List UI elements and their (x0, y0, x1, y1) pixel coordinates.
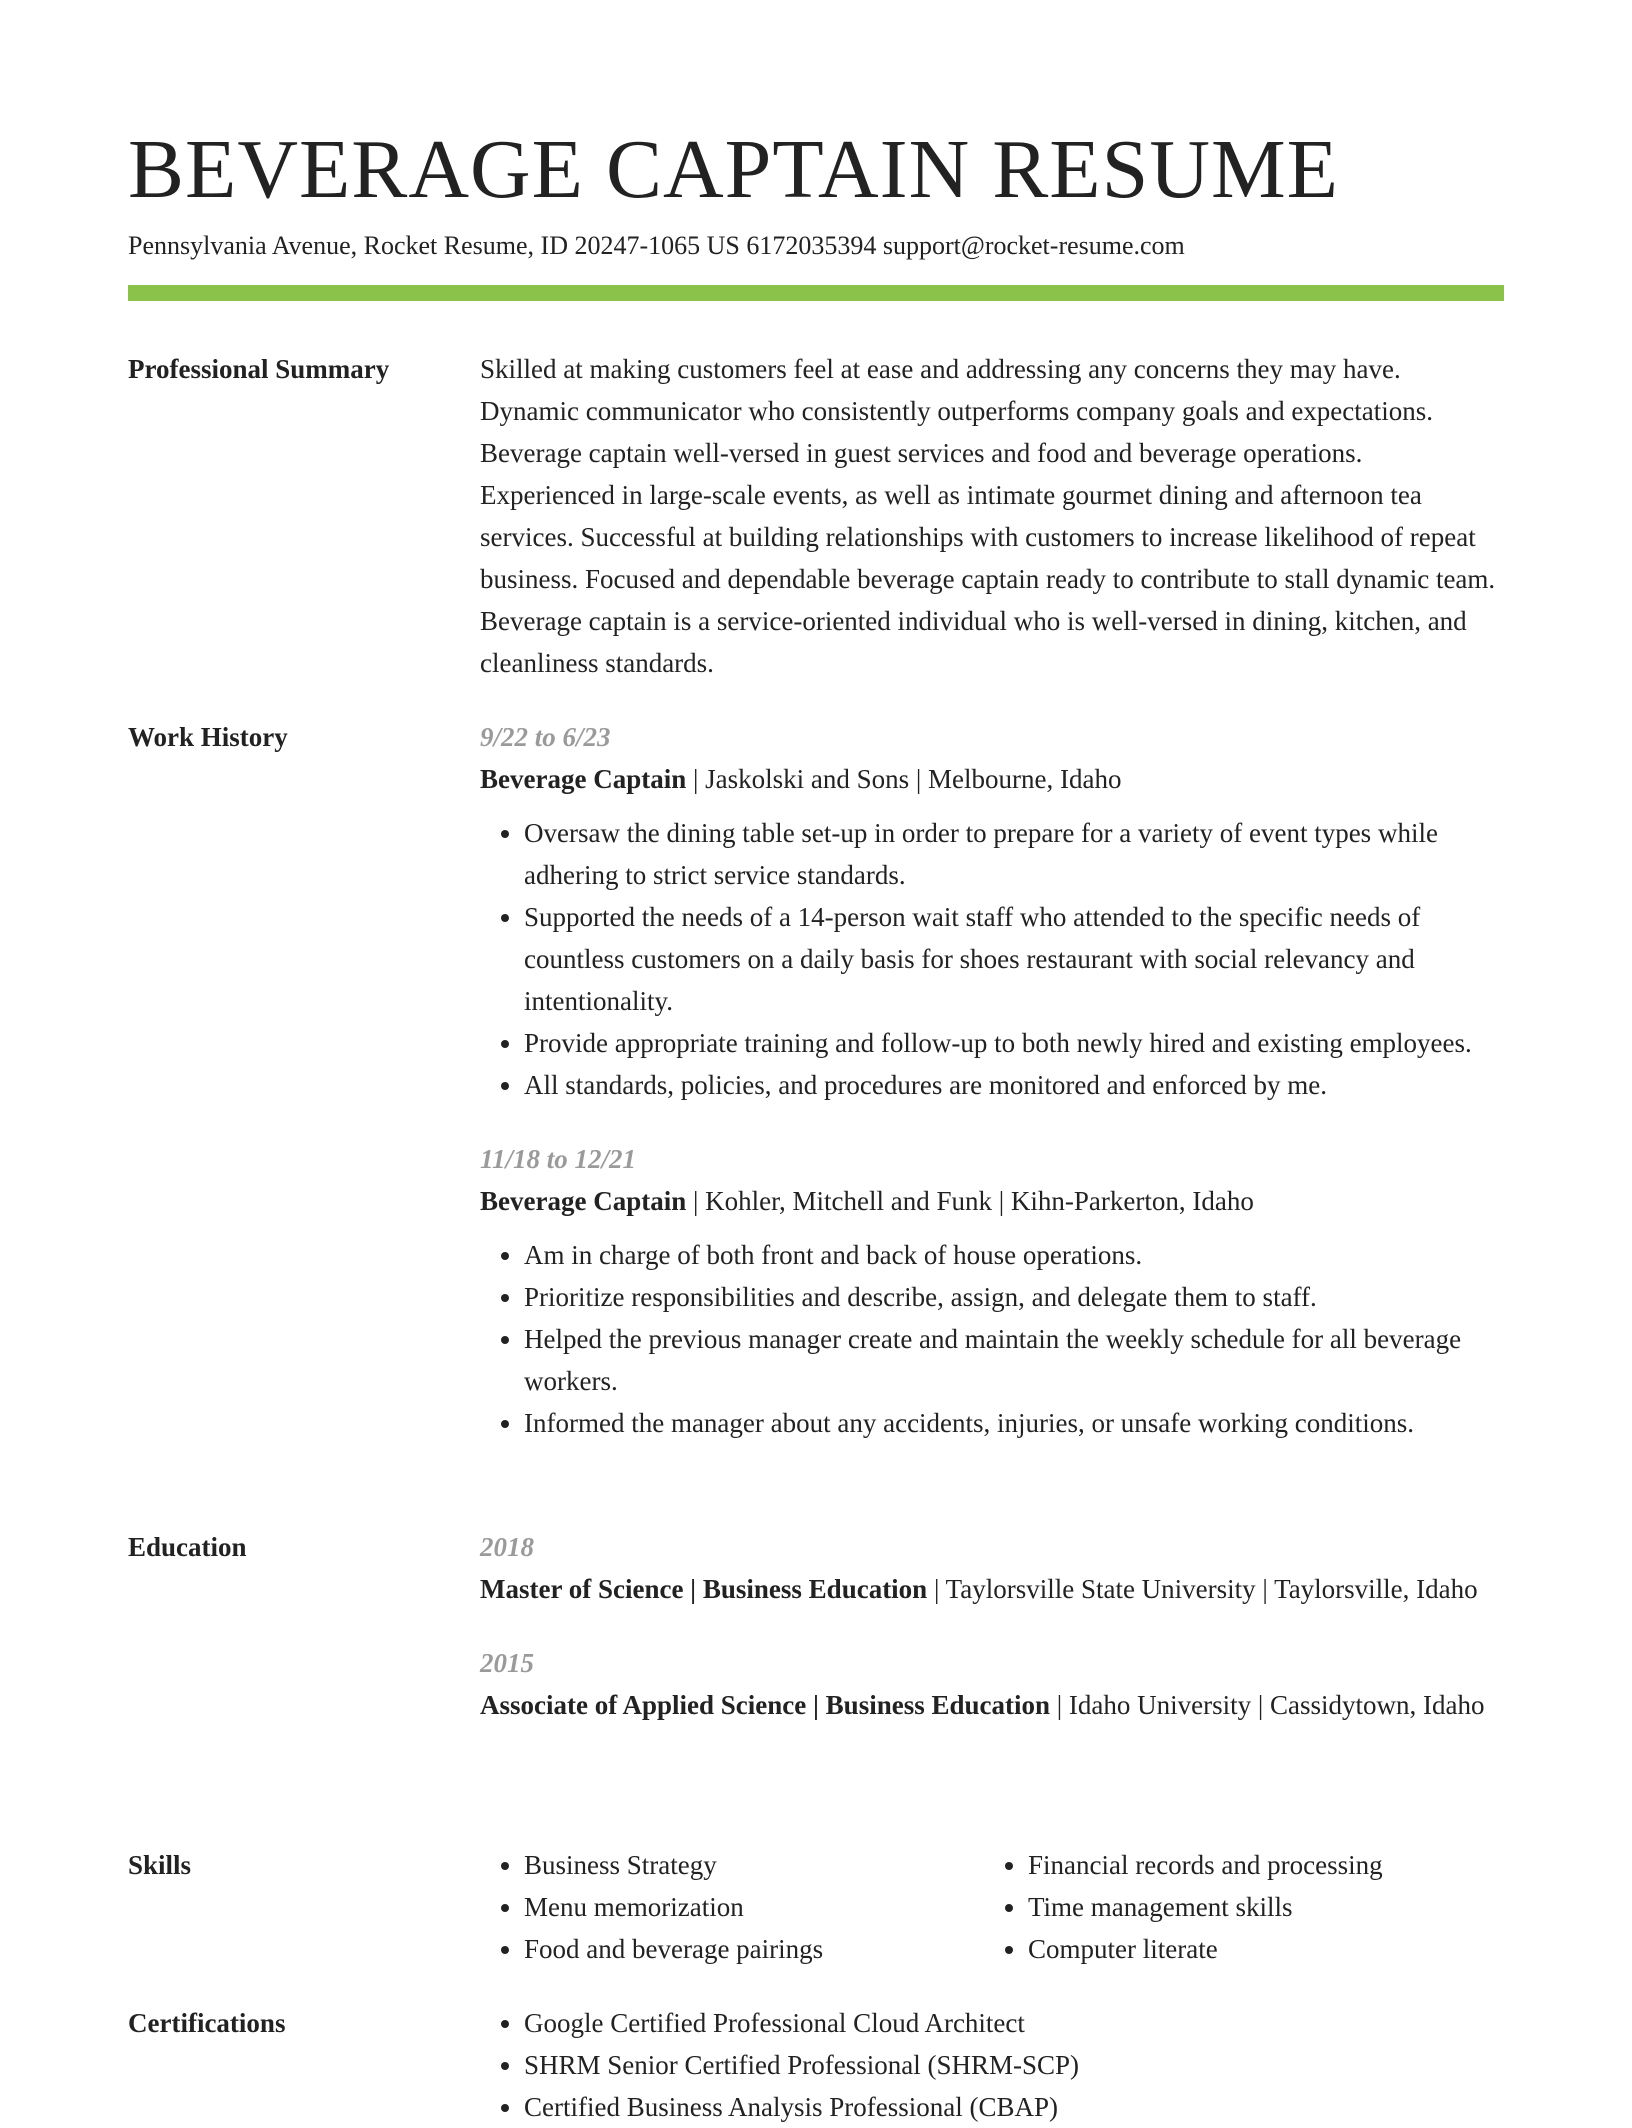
school-location: | Taylorsville State University | Taylorsville, Idaho (927, 1574, 1478, 1604)
summary-text: Skilled at making customers feel at ease and addressing any concerns they may have. Dynamic communicator who consistently outperforms company goals and expectations. Beverage captain well-versed in guest services and food and beverage operations. Experienced in large-scale events, as well as intimate gourmet dining and afternoon tea services. Successful at building relationships with customers to increase likelihood of repeat business. Focused and dependable beverage captain ready to contribute to stall dynamic team. Beverage captain is a service-oriented individual who is well-versed in dining, kitchen, and cleanliness standards. (480, 354, 1496, 678)
list-item: • Certified Business Analysis Professional (CBAP) (524, 2086, 1504, 2128)
list-item: • Financial records and processing (1028, 1844, 1488, 1886)
skills-column (480, 1844, 984, 1970)
list-item: • Menu memorization (524, 1886, 984, 1928)
list-item: • Informed the manager about any accidents, injuries, or unsafe working conditions. (524, 1402, 1504, 1444)
list-item: • Google Certified Professional Cloud Architect (524, 2002, 1504, 2044)
list-item: • Computer literate (1028, 1928, 1488, 1970)
job-title: Beverage Captain (480, 764, 687, 794)
degree-name: Master of Science | Business Education (480, 1574, 928, 1604)
accent-divider (128, 285, 1504, 301)
job-bullets (480, 812, 1504, 1106)
section-body (480, 716, 1504, 1444)
job-bullets (480, 1234, 1504, 1444)
job-entry (480, 716, 1504, 1106)
education-year: 2018 (480, 1532, 534, 1562)
school-location: | Idaho University | Cassidytown, Idaho (1050, 1690, 1485, 1720)
degree-name: Associate of Applied Science | Business Education (480, 1690, 1051, 1720)
section-body (480, 348, 1504, 684)
section-label: Education (128, 1532, 247, 1562)
list-item: • Food and beverage pairings (524, 1928, 984, 1970)
section-label: Skills (128, 1850, 192, 1880)
section-label: Work History (128, 722, 288, 752)
list-item: • Business Strategy (524, 1844, 984, 1886)
job-role-line (480, 1180, 1504, 1222)
list-item: • Helped the previous manager create and maintain the weekly schedule for all beverage workers. (524, 1318, 1504, 1402)
section-label: Professional Summary (128, 354, 390, 384)
education-line (480, 1568, 1504, 1610)
contact-line: Pennsylvania Avenue, Rocket Resume, ID 20247-1065 US 6172035394 support@rocket-resume.com (128, 231, 1185, 260)
job-employer: | Kohler, Mitchell and Funk | Kihn-Parkerton, Idaho (686, 1186, 1254, 1216)
list-item: • Prioritize responsibilities and describe, assign, and delegate them to staff. (524, 1276, 1504, 1318)
skills-column (984, 1844, 1488, 1970)
list-item: • Time management skills (1028, 1886, 1488, 1928)
job-entry (480, 1138, 1504, 1444)
education-year: 2015 (480, 1648, 534, 1678)
section-body (480, 2002, 1504, 2128)
resume-header (128, 122, 1504, 264)
education-entry (480, 1642, 1504, 1726)
education-entry (480, 1526, 1504, 1610)
certifications-list (480, 2002, 1504, 2128)
job-dates: 11/18 to 12/21 (480, 1144, 637, 1174)
list-item: • Supported the needs of a 14-person wait staff who attended to the specific needs of countless customers on a daily basis for shoes restaurant with social relevancy and intentionality. (524, 896, 1504, 1022)
page-title: BEVERAGE CAPTAIN RESUME (128, 123, 1339, 216)
job-role-line (480, 758, 1504, 800)
job-title: Beverage Captain (480, 1186, 687, 1216)
section-body (480, 1526, 1504, 1726)
list-item: • SHRM Senior Certified Professional (SHRM-SCP) (524, 2044, 1504, 2086)
skills-grid (480, 1844, 1504, 1970)
list-item: • Oversaw the dining table set-up in order to prepare for a variety of event types while adhering to strict service standards. (524, 812, 1504, 896)
job-dates: 9/22 to 6/23 (480, 722, 611, 752)
section-label: Certifications (128, 2008, 286, 2038)
job-employer: | Jaskolski and Sons | Melbourne, Idaho (686, 764, 1122, 794)
education-line (480, 1684, 1504, 1726)
list-item: • Provide appropriate training and follow-up to both newly hired and existing employees. (524, 1022, 1504, 1064)
section-body (480, 1844, 1504, 1970)
list-item: • All standards, policies, and procedures are monitored and enforced by me. (524, 1064, 1504, 1106)
list-item: • Am in charge of both front and back of house operations. (524, 1234, 1504, 1276)
